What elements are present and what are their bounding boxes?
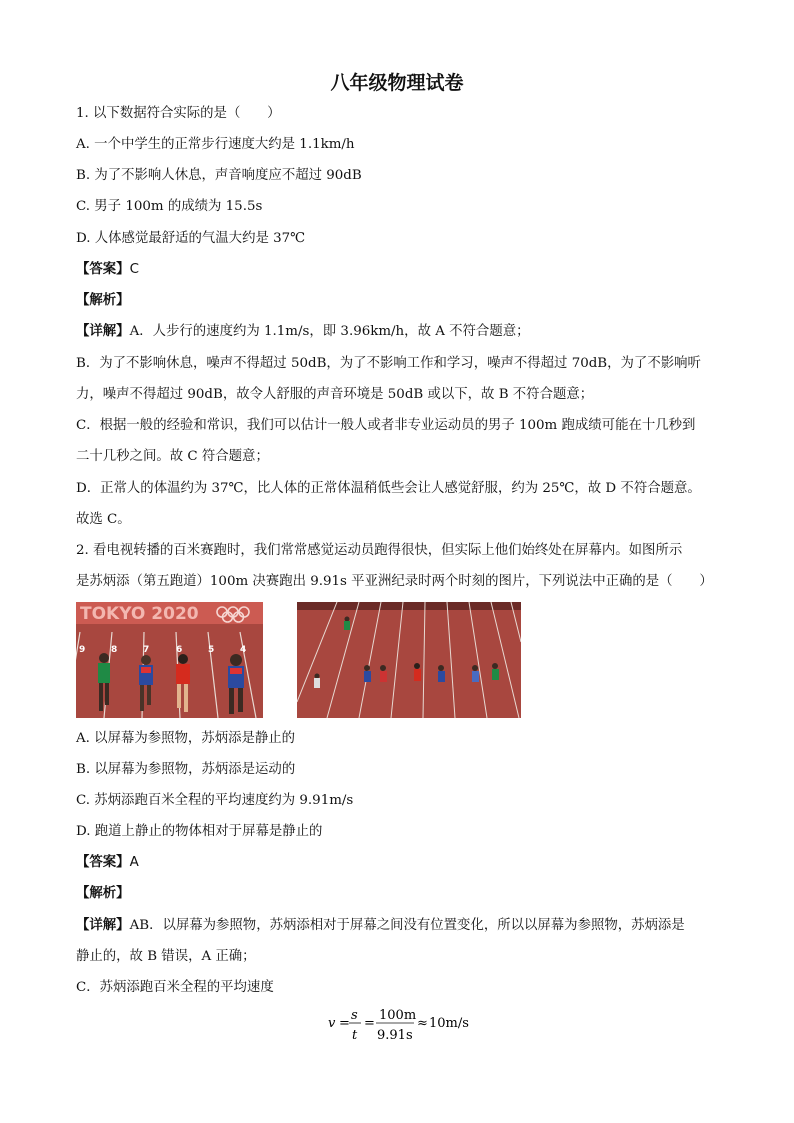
q1-detail-7: 故选 C。 [76,512,131,527]
q2-option-a: A. 以屏幕为参照物，苏炳添是静止的 [76,731,296,746]
runner [380,665,387,682]
q2-answer [76,853,726,873]
q1-option-c: C. 男子 100m 的成绩为 15.5s [76,199,263,214]
formula-991s: 9.91s [377,1028,413,1043]
q2-stem-2: 是苏炳添（第五跑道）100m 决赛跑出 9.91s 平亚洲纪录时两个时刻的图片，下列说法中正确的是（ ） [76,574,713,589]
answer-value: A [129,855,139,870]
q2-detail-2: 静止的，故 B 错误，A 正确； [76,949,256,964]
formula-approx: ≈ [417,1016,428,1031]
detail-text: AB．以屏幕为参照物，苏炳添相对于屏幕之间没有位置变化，所以以屏幕为参照物，苏炳添是 [129,918,685,933]
q2-detail-1 [76,916,726,936]
lane-number: 8 [111,645,118,655]
race-photo-wide [297,602,521,718]
q2-detail-3: C．苏炳添跑百米全程的平均速度 [76,980,274,995]
q1-detail-4: C．根据一般的经验和常识，我们可以估计一般人或者非专业运动员的男子 100m 跑成绩可能在十几秒到 [76,418,696,433]
q1-answer [76,260,726,280]
lane-number: 7 [143,645,150,655]
runner [414,663,421,681]
q1-detail-5: 二十几秒之间。故 C 符合题意； [76,449,269,464]
answer-tag: 【答案】 [76,855,130,870]
q2-option-c: C. 苏炳添跑百米全程的平均速度约为 9.91m/s [76,793,354,808]
runner [472,665,479,682]
lane-number: 6 [176,645,183,655]
formula-eq2: = [364,1016,375,1031]
formula-eq: = [339,1016,350,1031]
q2-stem-1: 2. 看电视转播的百米赛跑时，我们常常感觉运动员跑得很快，但实际上他们始终处在屏幕内。如图所示 [76,543,683,558]
detail-tag: 【详解】 [76,918,130,933]
tokyo-2020-banner: TOKYO 2020 [80,604,199,624]
answer-tag: 【答案】 [76,262,130,277]
formula-t: t [352,1028,358,1043]
q1-detail-3: 力，噪声不得超过 90dB，故令人舒服的声音环境是 50dB 或以下，故 B 不符合题意； [76,387,594,402]
runner [314,674,320,689]
runner [364,665,371,682]
runner [344,617,350,631]
detail-text: A．人步行的速度约为 1.1m/s，即 3.96km/h，故 A 不符合题意； [129,324,530,339]
lane-number: 9 [79,645,86,655]
formula-v: v [328,1016,336,1031]
q1-option-a: A. 一个中学生的正常步行速度大约是 1.1km/h [76,137,355,152]
q1-analysis-tag: 【解析】 [76,293,130,308]
q1-detail-1 [76,322,726,342]
page-title: 八年级物理试卷 [330,72,464,94]
q1-detail-6: D．正常人的体温约为 37℃，比人体的正常体温稍低些会让人感觉舒服，约为 25℃，故 D 不符合题意。 [76,481,701,496]
runner [492,663,499,680]
lane-number: 5 [208,645,215,655]
runner [438,665,445,682]
average-speed-formula [326,1007,486,1051]
formula-s: s [351,1008,358,1023]
lane-number: 4 [240,645,247,655]
q2-option-b: B. 以屏幕为参照物，苏炳添是运动的 [76,762,296,777]
detail-tag: 【详解】 [76,324,130,339]
q2-option-d: D. 跑道上静止的物体相对于屏幕是静止的 [76,824,323,839]
formula-result: 10m/s [429,1016,469,1031]
q1-option-b: B. 为了不影响人休息，声音响度应不超过 90dB [76,168,362,183]
q1-stem: 1. 以下数据符合实际的是（ ） [76,106,281,121]
formula-100m: 100m [379,1008,417,1023]
q1-option-d: D. 人体感觉最舒适的气温大约是 37℃ [76,231,306,246]
q2-analysis-tag: 【解析】 [76,886,130,901]
race-photo-closeup [76,602,263,718]
answer-value: C [129,262,139,277]
q1-detail-2: B．为了不影响休息，噪声不得超过 50dB，为了不影响工作和学习，噪声不得超过 70dB，为了不影响听 [76,356,701,371]
